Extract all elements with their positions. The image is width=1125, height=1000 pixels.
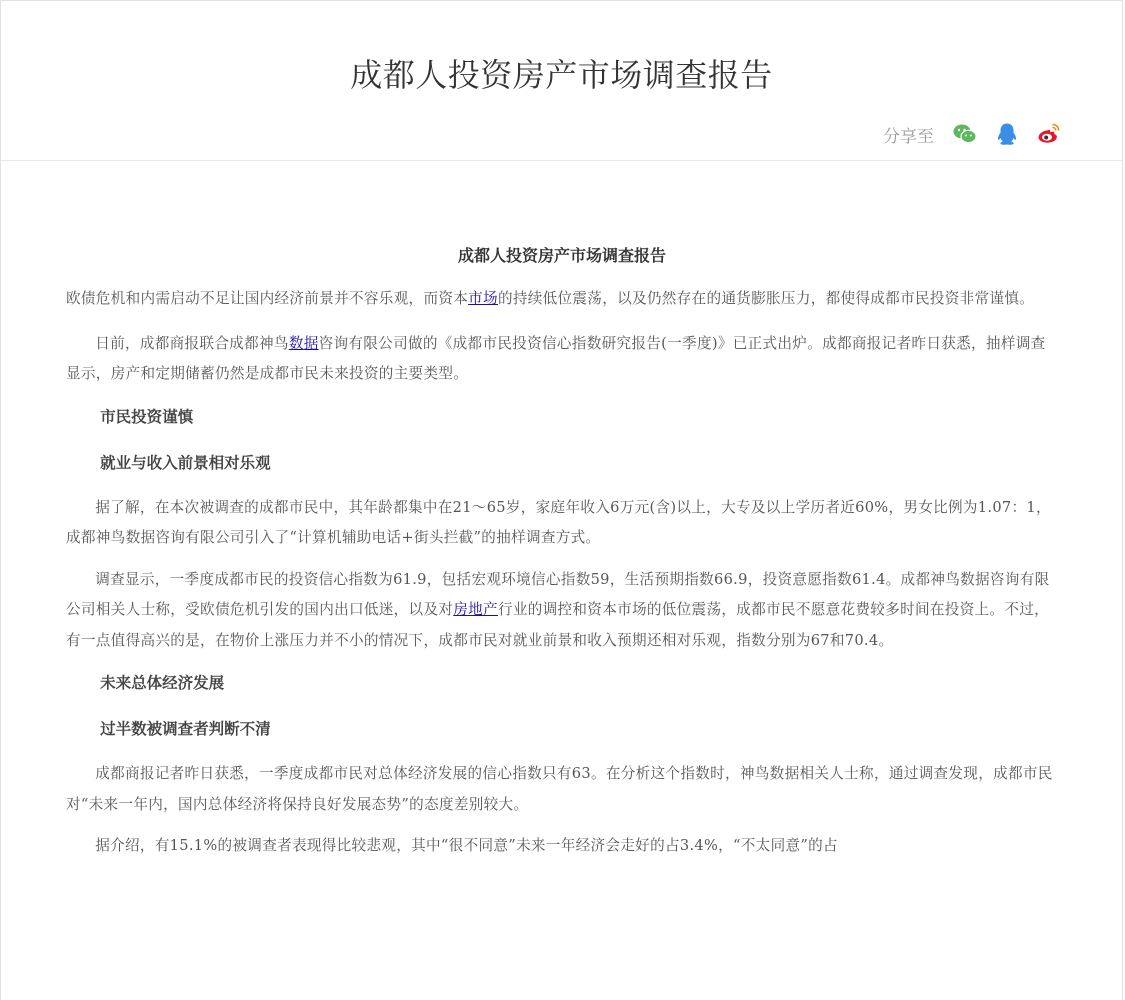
paragraph-survey: 据了解，在本次被调查的成都市民中，其年龄都集中在21～65岁，家庭年收入6万元(含)以上，大专及以上学历者近60%，男女比例为1.07：1，成都神鸟数据咨询有限公司引入了“计算机辅助电话+街头拦截”的抽样调查方式。	[66, 498, 1051, 546]
share-label: 分享至	[883, 126, 934, 147]
subheading-investment: 市民投资谨慎	[100, 406, 194, 426]
paragraph-intro	[66, 284, 1058, 315]
article-body	[66, 237, 1058, 873]
link-real-estate[interactable]: 房地产	[453, 601, 498, 618]
link-data[interactable]: 数据	[288, 334, 319, 352]
paragraph-text: 欧债危机和内需启动不足让国内经济前景并不容乐观，而资本	[66, 290, 469, 307]
share-bar	[883, 121, 1062, 147]
paragraph-report	[66, 329, 1058, 390]
paragraph-text: 咨询有限公司做的《成都市民投资信心指数研究报告(一季度)》已正式出炉。成都商报记者昨日获悉，抽样调查显示，房产和定期储蓄仍然是成都市民未来投资的主要类型。	[66, 334, 1046, 382]
paragraph-index	[66, 565, 1058, 657]
subheading-judgement: 过半数被调查者判断不清	[100, 719, 271, 738]
paragraph-text: 的持续低位震荡，以及仍然存在的通货膨胀压力，都使得成都市民投资非常谨慎。	[497, 290, 1035, 307]
subheading-economy: 未来总体经济发展	[100, 673, 225, 692]
page-header	[1, 1, 1122, 161]
paragraph-confidence: 成都商报记者昨日获悉，一季度成都市民对总体经济发展的信心指数只有63。在分析这个指数时，神鸟数据相关人士称，通过调查发现，成都市民对“未来一年内，国内总体经济将保持良好发展态势”的态度差别较大。	[66, 765, 1053, 813]
qq-icon[interactable]	[994, 121, 1020, 147]
paragraph-text: 日前，成都商报联合成都神鸟	[95, 334, 289, 352]
article-title: 成都人投资房产市场调查报告	[457, 246, 666, 265]
page-title: 成都人投资房产市场调查报告	[350, 56, 773, 94]
paragraph-pessimism: 据介绍，有15.1%的被调查者表现得比较悲观，其中“很不同意”未来一年经济会走好的占3.4%，“不太同意”的占	[95, 837, 838, 854]
wechat-icon[interactable]	[952, 121, 978, 147]
subheading-employment: 就业与收入前景相对乐观	[100, 452, 271, 472]
link-market[interactable]: 市场	[468, 290, 498, 307]
paragraph-text: 调查显示，一季度成都市民的投资信心指数为61.9，包括宏观环境信心指数59，生活预期指数66.9，投资意愿指数61.4。成都神鸟数据咨询有限公司相关人士称，受欧债危机引发的国内出口低迷，以及对	[66, 570, 1050, 618]
weibo-icon[interactable]	[1036, 121, 1062, 147]
paragraph-text: 行业的调控和资本市场的低位震荡，成都市民不愿意花费较多时间在投资上。不过，有一点值得高兴的是，在物价上涨压力并不小的情况下，成都市民对就业前景和收入预期还相对乐观，指数分别为67和70.4。	[66, 601, 1050, 649]
